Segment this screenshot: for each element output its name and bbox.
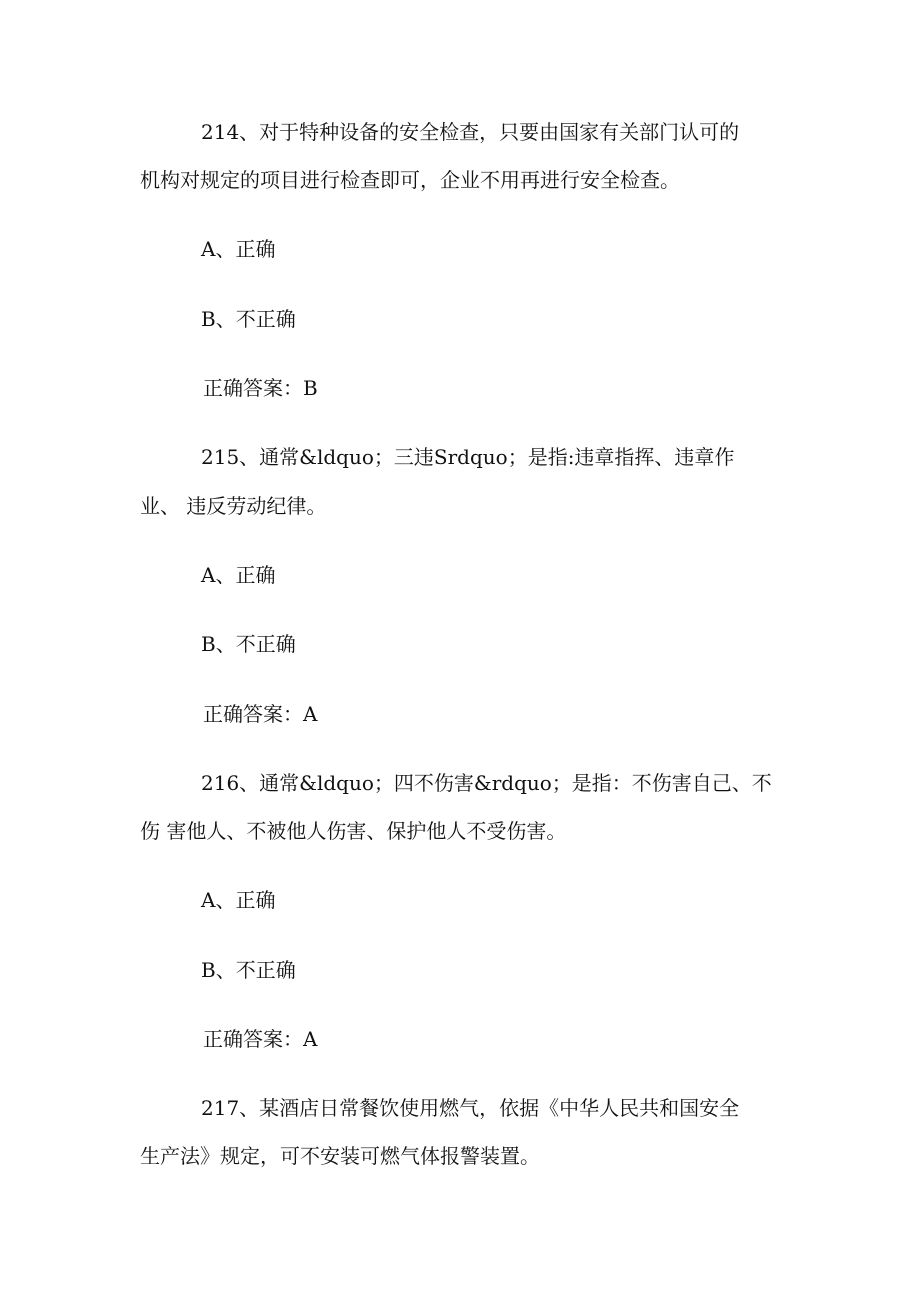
option-a: A、正确 [201,563,276,587]
option-b: B、不正确 [201,632,296,656]
question-stem-line-2: 伤 害他人、不被他人伤害、保护他人不受伤害。 [140,819,567,843]
option-b: B、不正确 [201,958,296,982]
question-stem-line-1: 215、通常&ldquo；三违Srdquo；是指:违章指挥、违章作 [201,445,735,469]
question-stem-line-2: 机构对规定的项目进行检查即可，企业不用再进行安全检查。 [140,168,680,192]
question-stem-line-1: 216、通常&ldquo；四不伤害&rdquo；是指：不伤害自己、不 [201,771,772,795]
question-stem-line-1: 214、对于特种设备的安全检查，只要由国家有关部门认可的 [201,120,740,144]
question-stem-line-2: 业、 违反劳动纪律。 [140,494,327,518]
correct-answer: 正确答案：B [203,376,318,400]
option-a: A、正确 [201,888,276,912]
correct-answer: 正确答案：A [203,1027,318,1051]
option-b: B、不正确 [201,307,296,331]
correct-answer: 正确答案：A [203,702,318,726]
question-stem-line-1: 217、某酒店日常餐饮使用燃气，依据《中华人民共和国安全 [201,1096,740,1120]
question-stem-line-2: 生产法》规定，可不安装可燃气体报警装置。 [140,1144,540,1168]
option-a: A、正确 [201,237,276,261]
